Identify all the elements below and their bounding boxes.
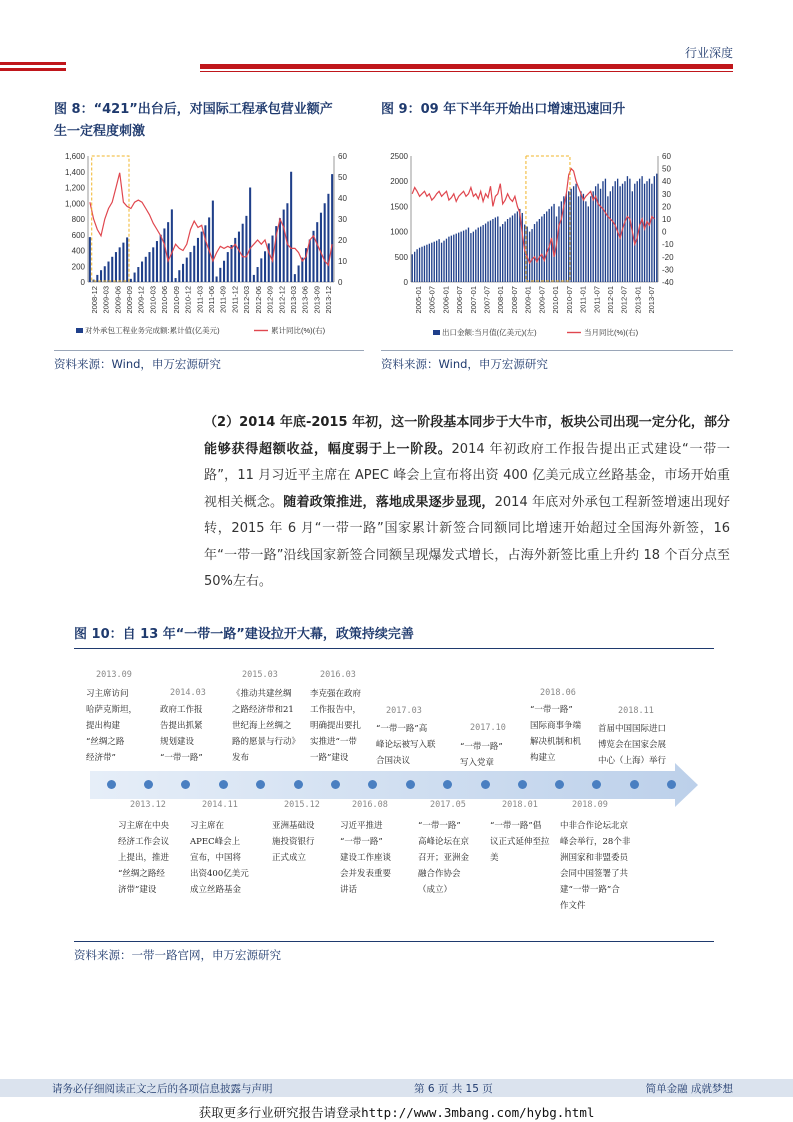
figure10-source: 资料来源：一带一路官网，申万宏源研究 [74, 948, 281, 962]
timeline-event-bottom: 习主席在 APEC峰会上 宣布，中国将 出资400亿美元 成立丝路基金 [190, 821, 249, 895]
x-tick-label: 2008-01 [496, 286, 506, 314]
timeline-year-top: 2018.11 [618, 706, 654, 716]
left-tick-label: 1,200 [64, 183, 85, 193]
timeline-dot [331, 780, 340, 789]
footer-disclaimer: 请务必仔细阅读正文之后的各项信息披露与声明 [52, 1083, 273, 1095]
timeline-event-top: “一带一路” 写入党章 [460, 742, 503, 768]
x-tick-label: 2007-07 [482, 286, 492, 314]
timeline-dot [294, 780, 303, 789]
timeline-dot [518, 780, 527, 789]
right-tick-label: 50 [662, 164, 671, 174]
timeline-event-bottom: “一带一路” 高峰论坛在京 召开；亚洲金 融合作协会 （成立） [418, 821, 470, 895]
timeline-year-bottom: 2015.12 [284, 800, 320, 810]
timeline-event-bottom: 习主席在中央 经济工作会议 上提出，推进 “丝绸之路经 济带”建设 [118, 821, 170, 895]
x-tick-label: 2010-03 [148, 286, 158, 314]
x-tick-label: 2012-09 [265, 286, 275, 314]
left-tick-label: 800 [71, 215, 85, 224]
paragraph-bold-intro: （2）2014 年底-2015 年初，这一阶段基本同步于大牛市，板块公司出现一定分化，部分能够获得超额收益，幅度弱于上一阶段。 [204, 415, 730, 457]
header-section-label: 行业深度 [684, 46, 733, 60]
left-tick-label: 1,600 [64, 152, 85, 161]
timeline-dot [592, 780, 601, 789]
x-tick-label: 2005-07 [427, 286, 437, 314]
x-tick-label: 2013-03 [289, 286, 298, 314]
timeline-event-bottom: 习近平推进 “一带一路” 建设工作座谈 会并发表重要 讲话 [340, 821, 392, 895]
timeline-event-top: 政府工作报 告提出抓紧 规划建设 “一带一路” [160, 705, 203, 763]
legend-bar-label: 对外承包工程业务完成额:累计值(亿美元) [85, 326, 220, 335]
x-tick-label: 2012-12 [277, 286, 287, 314]
legend-line-label: 累计同比(%)(右) [271, 326, 326, 335]
paragraph-text-2: 2014 年底对外承包工程新签增速出现好转，2015 年 6 月“一带一路”国家累计新签合同额同比增速开始超过全国海外新签，16 年“一带一路”沿线国家新签合同额呈现爆发式增长，占海外新签比重上升约 18 个百分点至 50%左右。 [204, 494, 730, 589]
x-tick-label: 2011-03 [195, 286, 205, 313]
bottom-note: 获取更多行业研究报告请登录http://www.3mbang.com/hybg.html [198, 1105, 595, 1120]
left-tick-label: 0 [80, 278, 85, 287]
footer-page-number: 第 6 页 共 15 页 [414, 1083, 493, 1095]
timeline-year-bottom: 2016.08 [352, 800, 388, 810]
timeline-year-top: 2017.03 [386, 706, 422, 716]
x-tick-label: 2012-03 [242, 286, 252, 314]
timeline-event-bottom: “一带一路”倡 议正式延伸至拉 美 [490, 821, 550, 863]
timeline-dot [667, 780, 676, 789]
x-tick-label: 2010-07 [564, 286, 574, 314]
figure10-title: 图 10：自 13 年“一带一路”建设拉开大幕，政策持续完善 [74, 627, 414, 642]
right-tick-label: 40 [338, 194, 347, 203]
x-tick-label: 2013-09 [312, 286, 322, 314]
x-tick-label: 2011-06 [207, 286, 216, 313]
timeline-dot [181, 780, 190, 789]
right-tick-label: 10 [662, 215, 671, 224]
figure9-source: 资料来源：Wind，申万宏源研究 [381, 357, 548, 371]
timeline-year-bottom: 2013.12 [130, 800, 166, 810]
left-tick-label: 400 [71, 246, 85, 256]
x-tick-label: 2005-01 [413, 286, 423, 314]
right-tick-label: 50 [338, 173, 347, 182]
timeline-dot [219, 780, 228, 789]
x-tick-label: 2012-01 [605, 286, 615, 314]
timeline-year-top: 2014.03 [170, 688, 206, 698]
timeline-event-top: 习主席访问 哈萨克斯坦， 提出构建 “丝绸之路 经济带” [86, 689, 138, 763]
timeline-event-top: 《推动共建丝绸 之路经济带和21 世纪海上丝绸之 路的愿景与行动》 发布 [232, 689, 301, 763]
x-tick-label: 2009-12 [136, 286, 146, 314]
x-tick-label: 2011-09 [218, 286, 228, 313]
right-tick-label: 0 [338, 278, 343, 287]
timeline-event-top: “一带一路”高 峰论坛被写入联 合国决议 [376, 724, 436, 766]
timeline-dot [256, 780, 265, 789]
figure9-title: 图 9：09 年下半年开始出口增速迅速回升 [381, 102, 626, 117]
left-tick-label: 1,000 [64, 199, 85, 209]
figure8-source: 资料来源：Wind，申万宏源研究 [54, 357, 221, 371]
timeline-dot [443, 780, 452, 789]
x-tick-label: 2010-01 [551, 286, 561, 314]
x-tick-label: 2010-09 [171, 286, 181, 314]
right-tick-label: -20 [662, 252, 674, 262]
x-tick-label: 2009-09 [125, 286, 134, 314]
x-tick-label: 2006-01 [441, 286, 451, 314]
timeline-dot [555, 780, 564, 789]
left-tick-label: 0 [403, 278, 408, 287]
timeline-dot [481, 780, 490, 789]
timeline-event-top: 首届中国国际进口 博览会在国家会展 中心（上海）举行 [598, 724, 667, 766]
right-tick-label: 20 [662, 202, 671, 212]
right-tick-label: 0 [662, 227, 667, 237]
x-tick-label: 2011-01 [578, 286, 588, 313]
timeline-year-top: 2017.10 [470, 723, 506, 733]
left-tick-label: 1500 [390, 202, 408, 212]
left-tick-label: 1000 [390, 227, 408, 237]
x-tick-label: 2013-01 [633, 286, 643, 314]
timeline-year-bottom: 2018.09 [572, 800, 608, 810]
timeline-event-top: “一带一路” 国际商事争端 解决机制和机 构建立 [530, 705, 582, 763]
timeline-year-top: 2018.06 [540, 688, 576, 698]
x-tick-label: 2008-12 [89, 286, 99, 314]
right-tick-label: 40 [662, 177, 671, 187]
right-tick-label: 60 [338, 152, 347, 161]
x-tick-label: 2009-03 [101, 286, 111, 314]
x-tick-label: 2009-07 [537, 286, 547, 314]
x-tick-label: 2010-06 [160, 286, 170, 314]
left-tick-label: 2500 [390, 152, 408, 161]
left-tick-label: 500 [394, 252, 408, 262]
timeline-year-bottom: 2014.11 [202, 800, 238, 810]
timeline-event-bottom: 亚洲基础设 施投资银行 正式成立 [272, 821, 315, 863]
x-tick-label: 2013-12 [324, 286, 334, 314]
right-tick-label: 20 [338, 236, 347, 245]
left-tick-label: 2000 [390, 177, 408, 187]
timeline-dot [107, 780, 116, 789]
timeline-year-bottom: 2017.05 [430, 800, 466, 810]
x-tick-label: 2006-07 [455, 286, 465, 314]
x-tick-label: 2009-06 [113, 286, 123, 314]
figure10-bottom-rule [74, 941, 714, 942]
legend-bar-label: 出口金额:当月值(亿美元)(左) [442, 328, 537, 337]
x-tick-label: 2008-07 [509, 286, 519, 314]
paragraph-text-1: 2014 年初政府工作报告提出正式建设“一带一路”，11 月习近平主席在 APEC 峰会上宣布将出资 400 亿美元成立丝路基金，市场开始重视相关概念。 [204, 441, 730, 510]
figure8-title-line2: 生一定程度刺激 [54, 124, 146, 139]
timeline-event-top: 李克强在政府 工作报告中， 明确提出要扎 实推进“一带 一路”建设 [310, 689, 362, 763]
right-tick-label: -30 [662, 265, 674, 275]
right-tick-label: 60 [662, 152, 671, 161]
timeline-year-bottom: 2018.01 [502, 800, 538, 810]
x-tick-label: 2011-07 [592, 286, 602, 313]
right-tick-label: 10 [338, 257, 347, 266]
left-tick-label: 1,400 [64, 167, 85, 177]
timeline-year-top: 2015.03 [242, 670, 278, 680]
x-tick-label: 2012-07 [619, 286, 629, 314]
x-tick-label: 2013-07 [647, 286, 657, 314]
timeline-dot [144, 780, 153, 789]
right-tick-label: -10 [662, 240, 674, 250]
x-tick-label: 2011-12 [230, 286, 240, 313]
right-tick-label: 30 [662, 189, 671, 199]
x-tick-label: 2010-12 [183, 286, 193, 314]
legend-line-label: 当月同比(%)(右) [584, 328, 639, 337]
timeline-year-top: 2013.09 [96, 670, 132, 680]
x-tick-label: 2007-01 [468, 286, 478, 314]
x-tick-label: 2009-01 [523, 286, 533, 314]
x-tick-label: 2012-06 [253, 286, 263, 314]
left-tick-label: 600 [71, 230, 85, 240]
timeline-year-top: 2016.03 [320, 670, 356, 680]
right-tick-label: -40 [662, 278, 674, 287]
left-tick-label: 200 [71, 262, 85, 272]
timeline-event-bottom: 中非合作论坛北京 峰会举行，28个非 洲国家和非盟委员 会同中国签署了共 建“一带一路”合 作文件 [560, 821, 631, 911]
timeline-dot [630, 780, 639, 789]
right-tick-label: 30 [338, 215, 347, 224]
x-tick-label: 2013-06 [300, 286, 310, 314]
figure8-title-line1: 图 8：“421”出台后，对国际工程承包营业额产 [54, 102, 333, 117]
footer-slogan: 简单金融 成就梦想 [645, 1083, 733, 1095]
timeline-dot [406, 780, 415, 789]
timeline-dot [368, 780, 377, 789]
paragraph-bold-2: 随着政策推进，落地成果逐步显现， [283, 494, 495, 510]
